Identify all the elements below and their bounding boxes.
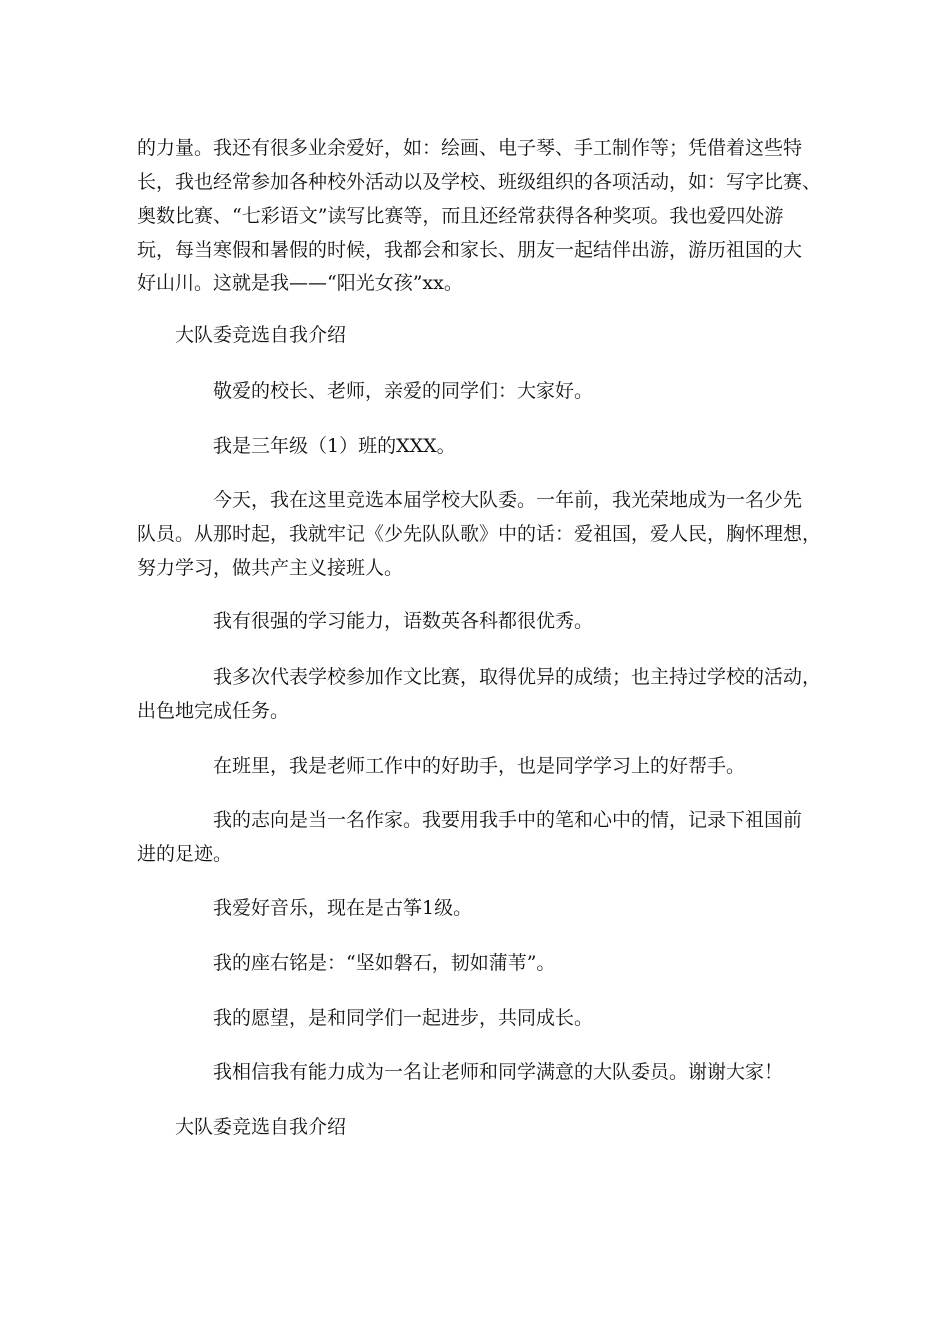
text-line: 我的愿望，是和同学们一起进步，共同成长。 [213, 1007, 594, 1029]
text-line: 我爱好音乐，现在是古筝1级。 [213, 897, 473, 919]
text-line: 长，我也经常参加各种校外活动以及学校、班级组织的各项活动，如：写字比赛、 [137, 171, 822, 193]
text-line: 的力量。我还有很多业余爱好，如：绘画、电子琴、手工制作等；凭借着这些特 [137, 137, 803, 159]
section-heading: 大队委竞选自我介绍 [175, 1116, 347, 1138]
text-line: 我的志向是当一名作家。我要用我手中的笔和心中的情，记录下祖国前 [213, 809, 803, 831]
text-line: 好山川。这就是我——“阳光女孩”xx。 [137, 272, 463, 294]
text-line: 队员。从那时起，我就牢记《少先队队歌》中的话：爱祖国，爱人民，胸怀理想， [137, 523, 822, 545]
text-line: 我多次代表学校参加作文比赛，取得优异的成绩；也主持过学校的活动， [213, 666, 822, 688]
text-line: 我相信我有能力成为一名让老师和同学满意的大队委员。谢谢大家！ [213, 1061, 784, 1083]
text-line: 今天，我在这里竞选本届学校大队委。一年前，我光荣地成为一名少先 [213, 489, 803, 511]
text-line: 我有很强的学习能力，语数英各科都很优秀。 [213, 610, 594, 632]
text-line: 出色地完成任务。 [137, 700, 290, 722]
text-line: 努力学习，做共产主义接班人。 [137, 557, 404, 579]
text-line: 玩，每当寒假和暑假的时候，我都会和家长、朋友一起结伴出游，游历祖国的大 [137, 239, 803, 261]
text-line: 我的座右铭是：“坚如磐石，韧如蒲苇”。 [213, 952, 556, 974]
text-line: 我是三年级（1）班的XXX。 [213, 435, 456, 457]
text-line: 进的足迹。 [137, 843, 233, 865]
section-heading: 大队委竞选自我介绍 [175, 324, 347, 346]
text-line: 奥数比赛、“七彩语文”读写比赛等，而且还经常获得各种奖项。我也爱四处游 [137, 205, 784, 227]
text-line: 在班里，我是老师工作中的好助手，也是同学学习上的好帮手。 [213, 755, 746, 777]
greeting-line: 敬爱的校长、老师，亲爱的同学们：大家好。 [213, 380, 594, 402]
